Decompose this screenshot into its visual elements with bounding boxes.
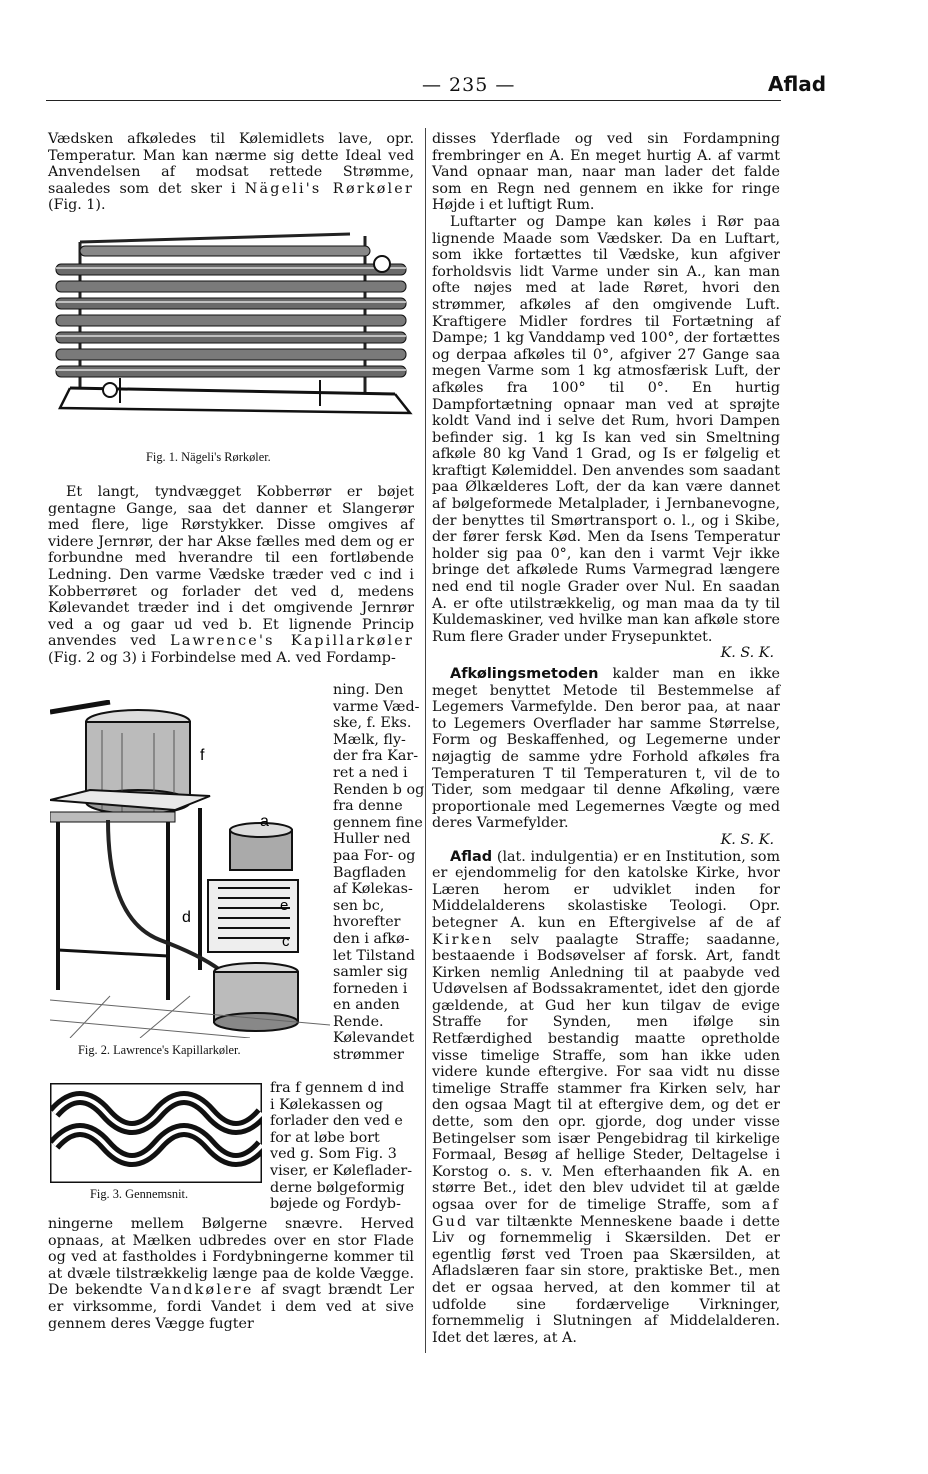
heading-aflad: Aflad bbox=[450, 848, 493, 865]
running-keyword: Aflad bbox=[768, 72, 827, 96]
float-line: Mælk, fly- bbox=[333, 731, 406, 748]
float2-line: ved g. Som Fig. 3 bbox=[270, 1146, 397, 1163]
float-line: Renden b og bbox=[333, 781, 425, 798]
float-line: gennem fine bbox=[333, 814, 423, 831]
float-line: af Kølekas- bbox=[333, 881, 413, 898]
float-line: Kølevandet bbox=[333, 1030, 415, 1047]
para3-text: ningerne mellem Bølgerne snævre. Herved opnaas, at Mælken udbredes over en stor Flade og ved at fastholdes i Fordybningerne kommer til at dvæle tilstrækkelig længe paa de kolde Vægge. De bekendte bbox=[48, 1216, 414, 1299]
p4c-text: var tiltænkte Menneskene baade i dette Liv og fornemmelig i Skærsilden. Det er egentlig først ved Troen paa Skærsilden, at Afladslæren faar sin store, praktiske Bet., men det er ogsaa herved, at den kommer til at udfolde sine fordærvelige Virkninger, fornemmelig i Slutningen af Middelalderen. Idet det læres, at A. bbox=[432, 1213, 780, 1346]
intro-paragraph bbox=[48, 131, 414, 214]
fig2-label-d: d bbox=[182, 909, 191, 926]
float2-line: bøjede og Fordyb- bbox=[270, 1196, 401, 1213]
float-line: Huller ned bbox=[333, 831, 411, 848]
float-line: Bagfladen bbox=[333, 864, 407, 881]
right-column bbox=[432, 131, 780, 1346]
fig3-caption: Fig. 3. Gennemsnit. bbox=[90, 1187, 189, 1201]
signature-2: K. S. K. bbox=[720, 831, 774, 848]
float2-line: viser, er Køleflader- bbox=[270, 1162, 413, 1179]
fig1-naegeli-cooler bbox=[50, 228, 415, 428]
float-line: sen bc, bbox=[333, 897, 385, 914]
float-line: strømmer bbox=[333, 1047, 404, 1064]
signature-1: K. S. K. bbox=[720, 645, 774, 662]
p3-text: kalder man en ikke meget benyttet Metode til Bestemmelse af Legemers Varmefylde. Den beror paa, at naar to Legemers Overflader har samme Størrelse, Form og Beskaffenhed, og Legemerne under nøjagtig de samme ydre Forhold afkøles fra Temperaturen T til Temperaturen t, vil de to Tider, som medgaar til denne Afkøling, være proportionale med Legemernes Vægte og med deres Varmefylder. bbox=[432, 666, 780, 832]
float-line: forneden i bbox=[333, 980, 408, 997]
fig3-side-text bbox=[270, 1080, 415, 1213]
right-p3 bbox=[432, 666, 780, 832]
fig3-cross-section bbox=[50, 1083, 262, 1183]
intro-end: (Fig. 1). bbox=[48, 197, 106, 214]
left-intro bbox=[48, 131, 414, 214]
fig1-caption: Fig. 1. Nägeli's Rørkøler. bbox=[146, 450, 271, 464]
para2-text: Et langt, tyndvægget Kobberrør er bøjet gentagne Gange, saa det danner et Slangerør med flere, lige Rørstykker. Disse omgives af videre Jernrør, der har Akse fælles med dem og er forbundne med hverandre til een fortløbende Ledning. Den varme Vædske træder ved c ind i Kobberrøret og forlader det ved d, medens Kølevandet træder ind i det omgivende Jernrør ved a og gaar ud ved b. Et lignende Princip anvendes ved bbox=[48, 484, 414, 650]
float-line: varme Væd- bbox=[333, 698, 420, 715]
float-line: ning. Den bbox=[333, 682, 404, 698]
fig2-label-e: e bbox=[280, 897, 289, 914]
float-line: fra denne bbox=[333, 798, 403, 815]
left-para2 bbox=[48, 484, 414, 667]
float-line: en anden bbox=[333, 997, 400, 1014]
page-number: — 235 — bbox=[422, 74, 516, 96]
fig2-lawrence-cooler bbox=[50, 700, 330, 1038]
float-line: den i afkø- bbox=[333, 930, 410, 947]
p4b-text: selv paalagte Straffe; saadanne, bestaaende i Bodsøvelser af forsk. Art, fandt Kirken nemlig Anledning til at paabyde ved Udøvelsen af Bodssakramentet, idet den gjorde gældende, at Gud her kun tilgav de evige Straffe for Synden, men ifølge sin Retfærdighed bestandig maatte opretholde visse timelige Straffe, som han ikke uden videre kunde eftergive. For saa vidt nu disse timelige Straffe stammer fra Kirken selv, har den ogsaa Magt til at eftergive dem, og det er dette, som den opr. gjorde, dog under visse Betingelser som især Pengebidrag til kirkelige Formaal, Besøg af hellige Steder, Deltagelse i Korstog o. s. v. Men efterhaanden fik A. en større Bet., idet den blev udvidet til at gælde ogsaa over for de timelige Straffe, som bbox=[432, 931, 780, 1213]
float2-line: for at løbe bort bbox=[270, 1129, 380, 1146]
kirken-term: Kirken bbox=[432, 931, 494, 948]
float-line: Rende. bbox=[333, 1013, 384, 1030]
fig2-side-text bbox=[333, 682, 425, 1064]
running-header bbox=[48, 72, 827, 102]
fig2-label-a: a bbox=[260, 813, 269, 830]
right-p2: Luftarter og Dampe kan køles i Rør paa lignende Maade som Vædsker. Da en Luftart, som ikke fortættes til Vædske, kun afgiver forholdsvis lidt Varme under sin A., kan man ofte nøjes med at lade Røret, hvori den strømmer, afkøles af den omgivende Luft. Kraftigere Midler fordres til Fortætning af Dampe; 1 kg Vanddamp ved 100°, der fortættes og derpaa afkøles til 0°, afgiver 27 Gange saa megen Varme som 1 kg atmosfærisk Luft, der afkøles fra 100° til 0°. En hurtig Dampfortætning opnaar man ved at sprøjte koldt Vand ind i selve det Rum, hvori Dampen befinder sig. 1 kg Is kan ved sin Smeltning afkøle 80 kg Vand 1 Grad, og Is er følgelig et kraftigt Kølemiddel. Den anvendes som saadant paa Ølkælderes Loft, der da kan være dannet af bølgeformede Metalplader, i Jernbanevogne, der benyttes til Smørtransport o. l., og i Skibe, der fører fersk Kød. Men da Isens Temperatur holder sig paa 0°, kan den i varmt Vejr ikke bringe det afkølede Rums Varmegrad længere ned end til nogle Grader over Nul. En saadan A. er ofte utilstrækkelig, og man maa da ty til Kuldemaskiner, ved hvilke man kan afkøle store Rum flere Grader under Frysepunktet. bbox=[432, 213, 780, 645]
fig2-label-f: f bbox=[200, 747, 205, 764]
float2-line: i Kølekassen og bbox=[270, 1096, 384, 1113]
column-divider bbox=[425, 128, 426, 1353]
float-line: ret a ned i bbox=[333, 764, 408, 781]
float2-line: fra f gennem d ind bbox=[270, 1080, 405, 1096]
para3-end: af svagt brændt Ler er virksomme, fordi Vandet i dem ved at sive gennem deres Vægge fugter bbox=[48, 1282, 415, 1332]
float2-line: forlader den ved e bbox=[270, 1113, 403, 1130]
af-gud-term: af Gud bbox=[432, 1197, 780, 1230]
float2-line: derne bølgeformig bbox=[270, 1179, 405, 1196]
vandkoelere-term: Vandkølere bbox=[150, 1282, 254, 1299]
left-para3 bbox=[48, 1216, 414, 1332]
fig2-label-c: c bbox=[282, 933, 290, 950]
float-line: paa For- og bbox=[333, 847, 416, 864]
lawrence-term: Lawrence's Kapillarkøler bbox=[170, 633, 414, 650]
paragraph-3 bbox=[48, 1216, 414, 1332]
float-line: ske, f. Eks. bbox=[333, 715, 412, 732]
paragraph-2 bbox=[48, 484, 414, 667]
float-line: der fra Kar- bbox=[333, 748, 419, 765]
float-line: hvorefter bbox=[333, 914, 401, 931]
para2-end: (Fig. 2 og 3) i Forbindelse med A. ved Fordamp- bbox=[48, 649, 396, 666]
heading-afkoelingsmetoden: Afkølingsmetoden bbox=[450, 666, 599, 682]
float-line: let Tilstand bbox=[333, 947, 415, 964]
p4a-text: (lat. indulgentia) er en Institution, som er ejendommelig for den katolske Kirke, hvor Læren herom er udviklet inden for Middelalderens skolastiske Teologi. Opr. betegner A. kun en Eftergivelse af de af bbox=[432, 848, 781, 931]
right-p4 bbox=[432, 849, 780, 1347]
fig2-caption: Fig. 2. Lawrence's Kapillarkøler. bbox=[78, 1043, 241, 1057]
float-line: samler sig bbox=[333, 964, 408, 981]
intro-text: Vædsken afkøledes til Kølemidlets lave, opr. Temperatur. Man kan nærme sig dette Ideal ved Anvendelsen af modsat rettede Strømme, saaledes som det sker i bbox=[48, 131, 414, 197]
right-p1: disses Yderflade og ved sin Fordampning frembringer en A. En meget hurtig A. af varmt Vand opnaar man, naar man lader det falde som en Regn ned gennem en ikke for ringe Højde i et luftigt Rum. bbox=[432, 131, 780, 214]
header-rule bbox=[46, 100, 781, 101]
naegeli-term: Nägeli's Rørkøler bbox=[244, 180, 414, 197]
